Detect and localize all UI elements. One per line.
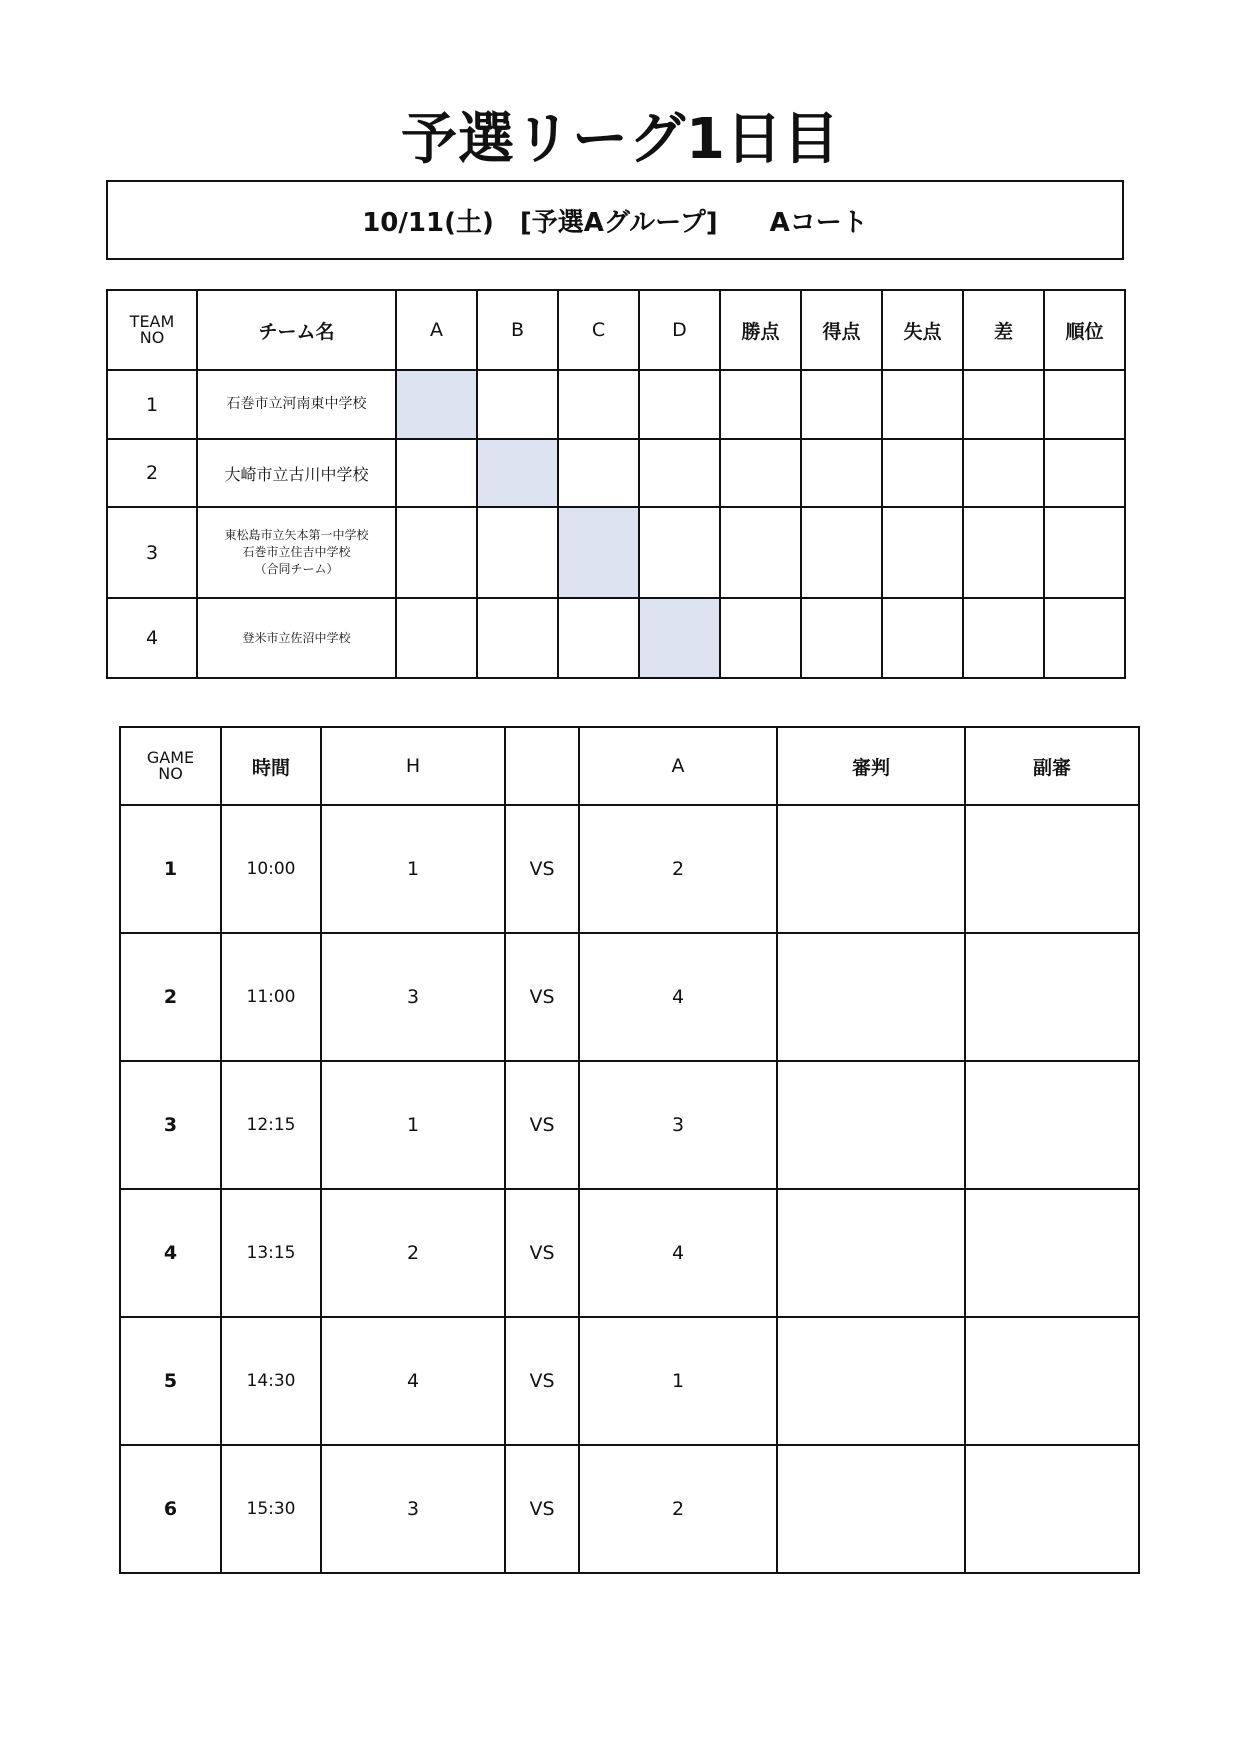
- team-name: 登米市立佐沼中学校: [197, 598, 396, 678]
- assistant-referee-cell: [965, 1445, 1139, 1573]
- standings-row: [107, 370, 1125, 439]
- team-no: 4: [107, 598, 197, 678]
- page-title: 予選リーグ1日目: [401, 107, 840, 172]
- referee-cell: [777, 1317, 965, 1445]
- result-cell: [477, 370, 558, 439]
- standings-row: [107, 439, 1125, 507]
- team-name-line: 東松島市立矢本第一中学校: [224, 528, 369, 542]
- game-time: 14:30: [221, 1317, 321, 1445]
- result-cell-self: [477, 439, 558, 507]
- referee-cell: [777, 1445, 965, 1573]
- diff-cell: [963, 598, 1044, 678]
- game-no: 4: [120, 1189, 221, 1317]
- standings-header-row: [107, 290, 1125, 370]
- header-vs: [505, 727, 579, 805]
- home-team: 3: [321, 933, 505, 1061]
- result-cell-self: [558, 507, 639, 598]
- assistant-referee-cell: [965, 805, 1139, 933]
- team-name: 大崎市立古川中学校: [197, 439, 396, 507]
- result-cell: [639, 439, 720, 507]
- header-col-a: A: [396, 290, 477, 370]
- header-points-for: 得点: [801, 290, 882, 370]
- team-name-line: 石巻市立住吉中学校: [242, 545, 351, 559]
- points-against-cell: [882, 370, 963, 439]
- result-cell: [558, 439, 639, 507]
- game-row: [120, 1189, 1139, 1317]
- result-cell-self: [396, 370, 477, 439]
- diff-cell: [963, 507, 1044, 598]
- win-points-cell: [720, 370, 801, 439]
- rank-cell: [1044, 598, 1125, 678]
- result-cell: [396, 439, 477, 507]
- vs-label: VS: [505, 805, 579, 933]
- referee-cell: [777, 1189, 965, 1317]
- result-cell: [639, 507, 720, 598]
- header-diff: 差: [963, 290, 1044, 370]
- game-no: 5: [120, 1317, 221, 1445]
- header-home: H: [321, 727, 505, 805]
- header-game-no: GAME NO: [120, 727, 221, 805]
- vs-label: VS: [505, 933, 579, 1061]
- points-for-cell: [801, 598, 882, 678]
- home-team: 4: [321, 1317, 505, 1445]
- vs-label: VS: [505, 1445, 579, 1573]
- game-no: 1: [120, 805, 221, 933]
- team-name: 石巻市立河南東中学校: [197, 370, 396, 439]
- points-against-cell: [882, 598, 963, 678]
- assistant-referee-cell: [965, 1317, 1139, 1445]
- points-for-cell: [801, 370, 882, 439]
- referee-cell: [777, 933, 965, 1061]
- header-away: A: [579, 727, 777, 805]
- result-cell: [477, 507, 558, 598]
- vs-label: VS: [505, 1061, 579, 1189]
- result-cell: [477, 598, 558, 678]
- standings-row: [107, 598, 1125, 678]
- header-rank: 順位: [1044, 290, 1125, 370]
- game-row: [120, 1317, 1139, 1445]
- team-name: [197, 507, 396, 598]
- assistant-referee-cell: [965, 1189, 1139, 1317]
- home-team: 1: [321, 1061, 505, 1189]
- header-col-b: B: [477, 290, 558, 370]
- game-row: [120, 805, 1139, 933]
- header-col-c: C: [558, 290, 639, 370]
- assistant-referee-cell: [965, 933, 1139, 1061]
- points-for-cell: [801, 507, 882, 598]
- team-name-line: （合同チーム）: [254, 562, 339, 576]
- header-team-name: チーム名: [197, 290, 396, 370]
- game-row: [120, 1061, 1139, 1189]
- points-against-cell: [882, 507, 963, 598]
- away-team: 2: [579, 805, 777, 933]
- header-assistant-referee: 副審: [965, 727, 1139, 805]
- win-points-cell: [720, 598, 801, 678]
- rank-cell: [1044, 439, 1125, 507]
- assistant-referee-cell: [965, 1061, 1139, 1189]
- referee-cell: [777, 805, 965, 933]
- away-team: 4: [579, 933, 777, 1061]
- rank-cell: [1044, 507, 1125, 598]
- header-col-d: D: [639, 290, 720, 370]
- result-cell: [639, 370, 720, 439]
- game-time: 11:00: [221, 933, 321, 1061]
- diff-cell: [963, 370, 1044, 439]
- away-team: 2: [579, 1445, 777, 1573]
- date-group-court-banner: 10/11(土) [予選Aグループ] Aコート: [106, 180, 1124, 260]
- game-row: [120, 933, 1139, 1061]
- header-time: 時間: [221, 727, 321, 805]
- team-no: 2: [107, 439, 197, 507]
- team-no: 3: [107, 507, 197, 598]
- vs-label: VS: [505, 1317, 579, 1445]
- standings-row: [107, 507, 1125, 598]
- header-team-no: TEAM NO: [107, 290, 197, 370]
- result-cell: [396, 507, 477, 598]
- referee-cell: [777, 1061, 965, 1189]
- game-time: 12:15: [221, 1061, 321, 1189]
- game-schedule-table: [119, 726, 1140, 1574]
- header-win-points: 勝点: [720, 290, 801, 370]
- rank-cell: [1044, 370, 1125, 439]
- standings-table: [106, 289, 1126, 679]
- away-team: 3: [579, 1061, 777, 1189]
- vs-label: VS: [505, 1189, 579, 1317]
- home-team: 2: [321, 1189, 505, 1317]
- game-no: 3: [120, 1061, 221, 1189]
- diff-cell: [963, 439, 1044, 507]
- home-team: 1: [321, 805, 505, 933]
- home-team: 3: [321, 1445, 505, 1573]
- team-no: 1: [107, 370, 197, 439]
- away-team: 4: [579, 1189, 777, 1317]
- points-against-cell: [882, 439, 963, 507]
- game-row: [120, 1445, 1139, 1573]
- game-no: 6: [120, 1445, 221, 1573]
- game-time: 15:30: [221, 1445, 321, 1573]
- result-cell: [558, 370, 639, 439]
- header-referee: 審判: [777, 727, 965, 805]
- game-time: 10:00: [221, 805, 321, 933]
- result-cell: [558, 598, 639, 678]
- win-points-cell: [720, 507, 801, 598]
- game-no: 2: [120, 933, 221, 1061]
- result-cell-self: [639, 598, 720, 678]
- game-time: 13:15: [221, 1189, 321, 1317]
- header-points-against: 失点: [882, 290, 963, 370]
- away-team: 1: [579, 1317, 777, 1445]
- result-cell: [396, 598, 477, 678]
- win-points-cell: [720, 439, 801, 507]
- points-for-cell: [801, 439, 882, 507]
- games-header-row: [120, 727, 1139, 805]
